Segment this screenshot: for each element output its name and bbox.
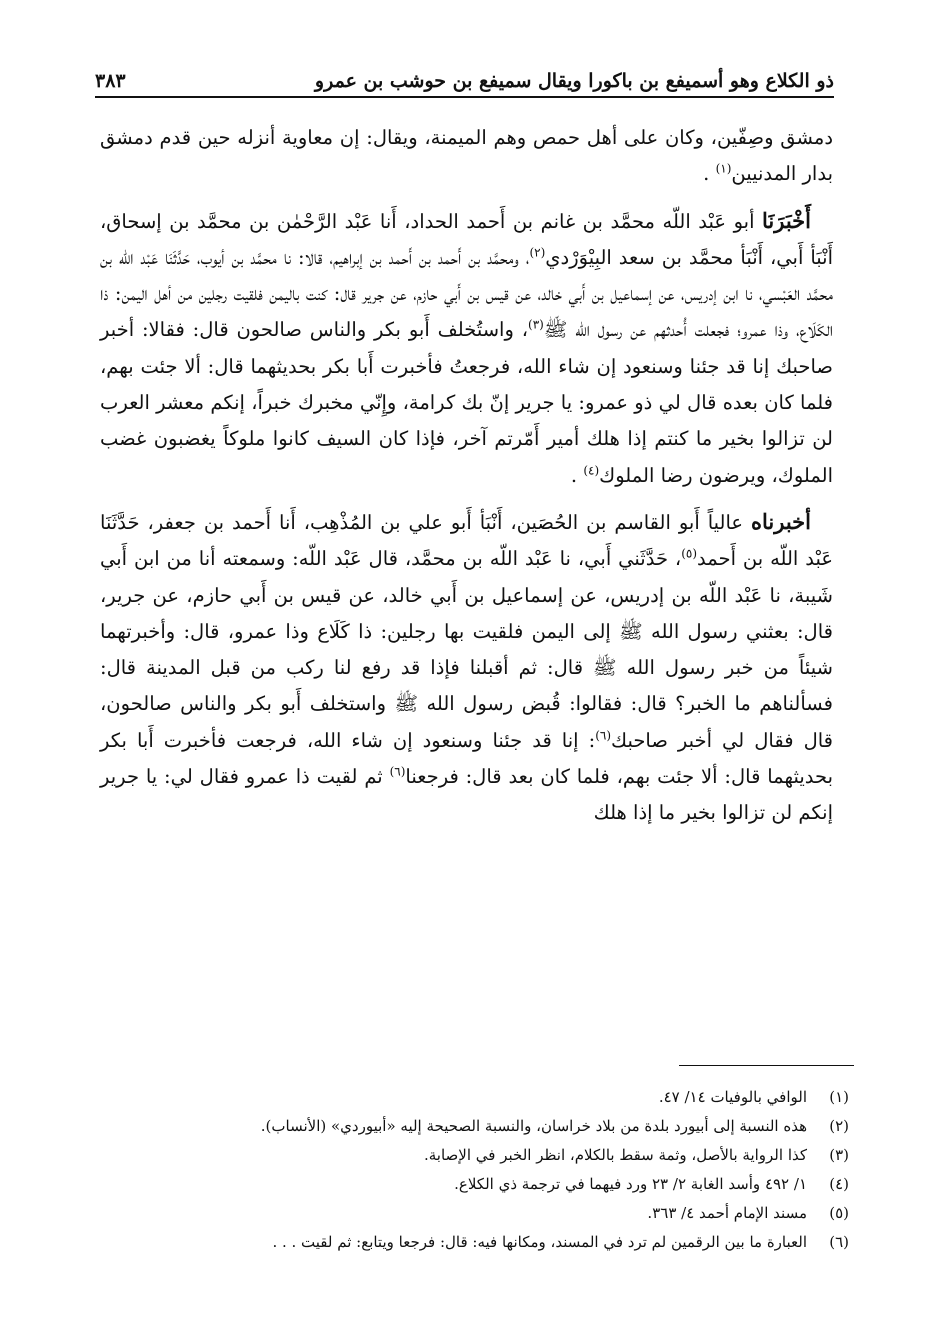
footnote-item (120, 1141, 849, 1170)
paragraph-text: عالياً أَبو القاسم بن الحُصَين، أَنْبَأ أَبو علي بن المُذْهِب، أَنا أَحمد بن جعفر، حَدَّثَنَا عَبْد اللّه بن أَحمد (100, 510, 833, 571)
footnote-text: ١/ ٤٩٢ وأسد الغابة ٢/ ٢٣ ورد فيهما في ترجمة ذي الكلاع. (454, 1175, 807, 1193)
footnote-item (120, 1083, 849, 1112)
footnote-number: (٣) (829, 1146, 849, 1164)
paragraph-text: : إنا قد جئنا وسنعود إن شاء الله، فرجعت فأخبرت أَبا بكر بحديثهما قال: ألا جئت بهم، فلما كان بعد قال: فرجعنا (100, 728, 834, 789)
footnote-number: (٦) (829, 1233, 849, 1251)
paragraph-text: أبو عَبْد اللّه محمَّد بن غانم بن أَحمد الحداد، أَنا عَبْد الرَّحْمٰن بن محمَّد بن إسحاق، أَنْبَأ أَبي، أَنْبَأ محمَّد بن سعد البِيْوَرْدي (100, 209, 833, 269)
paragraph-1 (100, 120, 833, 193)
footnote-text: الوافي بالوفيات ١٤/ ٤٧. (658, 1088, 807, 1106)
paragraph-text: دمشق وصِفّين، وكان على أهل حمص وهم الميمنة، ويقال: إن معاوية أنزله حين قدم دمشق بدار المدنيين (100, 126, 833, 186)
paragraph-text: . (703, 162, 716, 186)
footnote-text: العبارة ما بين الرقمين لم ترد في المسند، ومكانها فيه: قال: فرجعا ويتابع: ثم لقيت . . . (272, 1233, 807, 1251)
footnote-ref: (٦) (595, 728, 612, 743)
paragraph-2 (100, 203, 833, 494)
footnote-ref: (٦) (389, 764, 406, 779)
page-number: ٣٨٣ (95, 70, 126, 92)
footnote-item (120, 1199, 849, 1228)
paragraph-text: ، ومحمَّد بن أَحمد بن أَحمد بن إبراهيم، قالا: نا محمَّد بن أيوب، حَدَّثَنَا عَبْد اللّه بن محمَّد العَبْسي، نا ابن إدريس، عن إسماعيل بن أَبي خالد، عن قيس بن أَبي حازم، عن جرير قال: كنت باليمن فلقيت رجلين من أهل اليمن: ذا الكَلَاع، وذا عمرو؛ فجعلت أُحدثهم عن رسول الله ﷺ (100, 245, 833, 342)
running-header (95, 52, 834, 92)
main-text (100, 120, 833, 842)
paragraph-text: ثم لقيت ذا عمرو فقال لي: يا جرير إنكم لن تزالوا بخير ما إذا هلك (100, 765, 833, 825)
footnote-rule (679, 1065, 854, 1066)
footnote-item (120, 1112, 849, 1141)
footnote-number: (٥) (829, 1204, 849, 1222)
paragraph-lead: أخبرناه (751, 508, 811, 534)
footnote-number: (٤) (829, 1175, 849, 1193)
paragraph-text: . (570, 463, 584, 487)
paragraph-lead: أَخْبَرَنَا (762, 207, 811, 233)
footnote-ref: (١) (715, 161, 732, 176)
footnote-ref: (٢) (529, 245, 546, 260)
running-title: ذو الكلاع وهو أسميفع بن باكورا ويقال سميفع بن حوشب بن عمرو (314, 70, 834, 92)
footnote-ref: (٤) (583, 463, 600, 478)
footnote-number: (١) (829, 1088, 849, 1106)
paragraph-text: ، واستُخلف أَبو بكر والناس صالحون قال: فقالا: أخبر صاحبك إنا قد جئنا وسنعود إن شاء الله، فرجعتُ فأخبرت أَبا بكر بحديثهما قال: ألا جئت بهم، فلما كان بعده قال لي ذو عمرو: يا جرير إنّ بك كرامة، وإِنّي مخبرك خبراً، إنكم معشر العرب لن تزالوا بخير ما كنتم إذا هلك أمير أَمّرتم آخر، فإذا كان السيف كانوا ملوكاً يغضبون غضب الملوك، ويرضون رضا الملوك (100, 318, 833, 487)
paragraph-text: ، حَدَّثَني أَبي، نا عَبْد اللّه بن محمَّد، قال عَبْد اللّه: وسمعته أنا من ابن أَبي شَيبة، نا عَبْد اللّه بن إدريس، عن إسماعيل بن أَبي خالد، عن قيس بن أَبي حازم، عن جرير، قال: بعثني رسول الله ﷺ إلى اليمن فلقيت بها رجلين: ذا كَلَاع وذا عمرو، قال: وأخبرتهما شيئاً من خبر رسول الله ﷺ قال: ثم أقبلنا فإذا قد رفع لنا ركب من قبل المدينة قال: فسألناهم ما الخبر؟ قال: فقالوا: قُبض رسول الله ﷺ واستخلف أَبو بكر والناس صالحون، قال فقال لي أخبر صاحبك (100, 547, 833, 752)
header-rule (95, 96, 834, 98)
footnote-text: كذا الرواية بالأصل، وثمة سقط بالكلام، انظر الخبر في الإصابة. (423, 1146, 807, 1164)
footnote-item (120, 1170, 849, 1199)
footnote-ref: (٣) (528, 317, 544, 332)
footnote-ref: (٥) (681, 546, 698, 561)
footnote-item (120, 1228, 849, 1257)
footnote-text: هذه النسبة إلى أبيورد بلدة من بلاد خراسان، والنسبة الصحيحة إليه «أبيوردي» (الأنساب). (260, 1117, 807, 1135)
footnote-text: مسند الإمام أحمد ٤/ ٣٦٣. (647, 1204, 807, 1222)
footnote-number: (٢) (829, 1117, 849, 1135)
paragraph-3 (100, 504, 833, 832)
footnotes (120, 1083, 849, 1257)
